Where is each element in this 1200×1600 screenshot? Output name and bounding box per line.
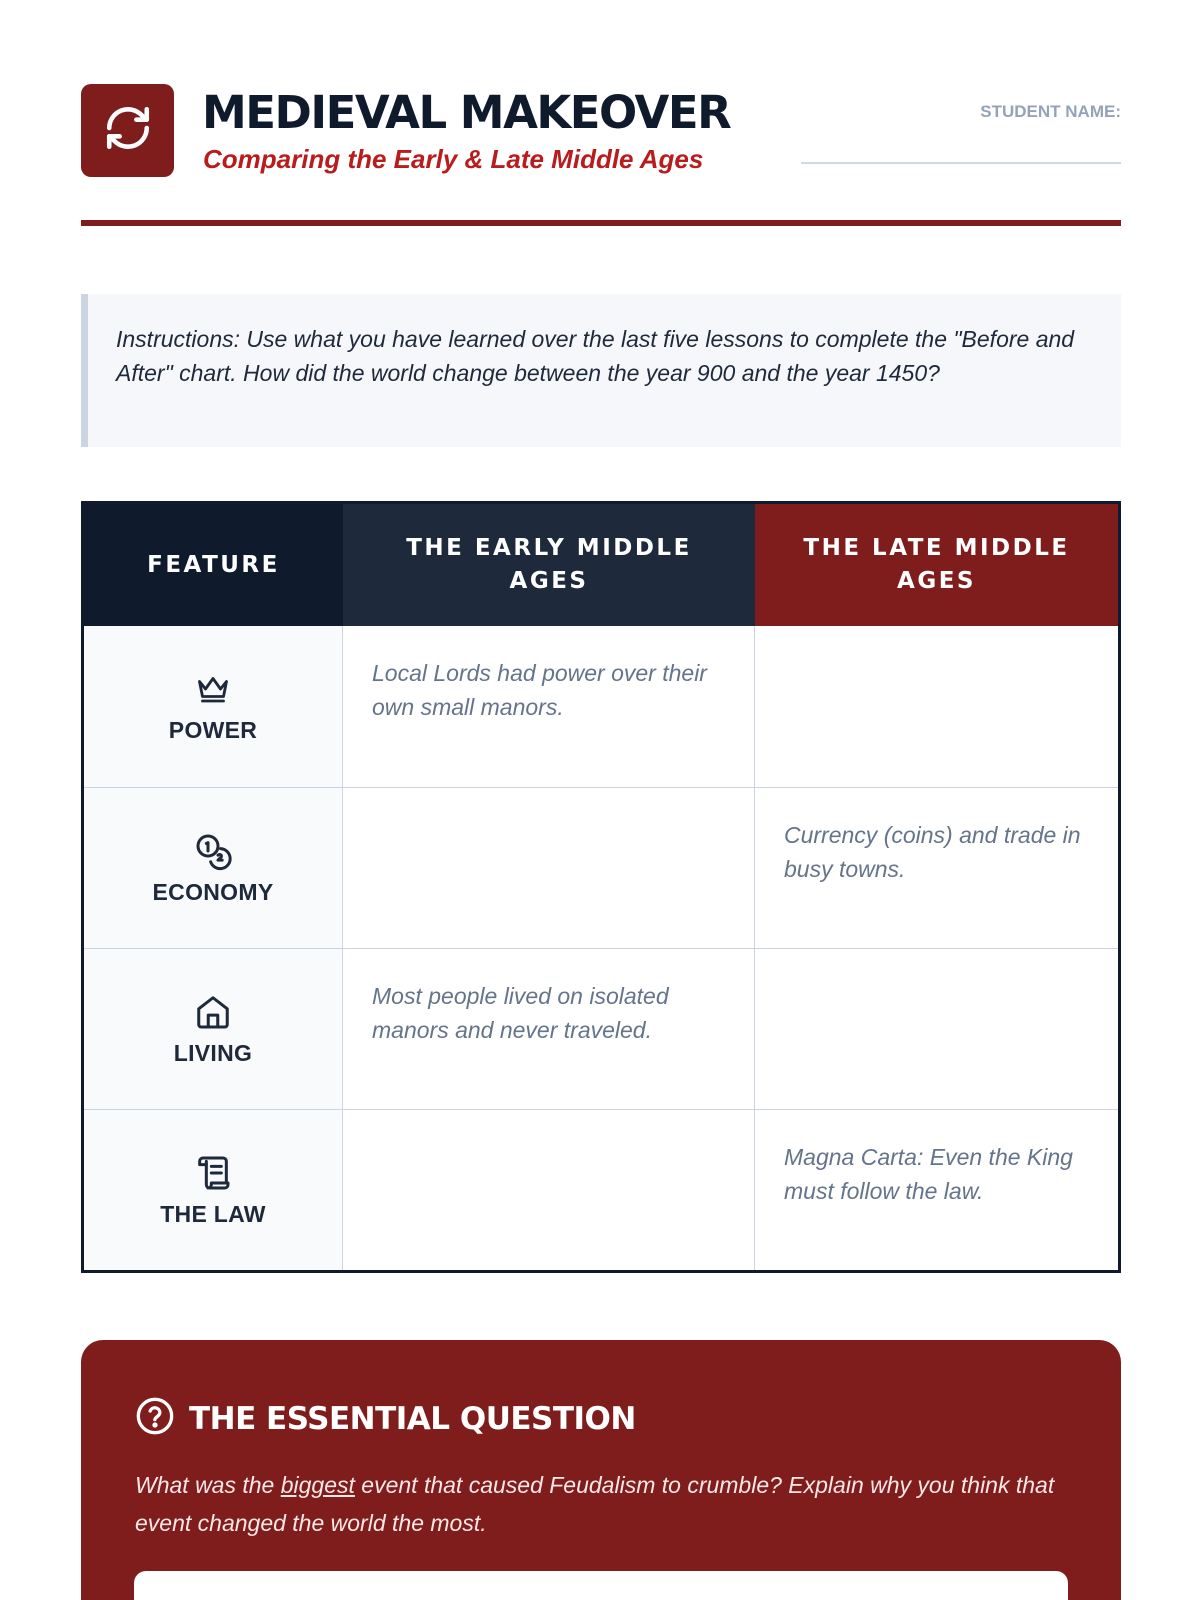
late-answer-cell[interactable] (755, 949, 1118, 1109)
early-answer-cell[interactable] (343, 949, 755, 1109)
feature-cell (84, 788, 343, 948)
header-divider (81, 220, 1121, 226)
early-answer-cell[interactable] (343, 1110, 755, 1270)
feature-cell (84, 1110, 343, 1270)
table-row (84, 1109, 1118, 1270)
early-answer-text: Most people lived on isolated manors and never traveled. (372, 983, 669, 1043)
scroll-icon (193, 1153, 233, 1193)
essential-question-title: THE ESSENTIAL QUESTION (189, 1400, 636, 1437)
answer-box[interactable] (134, 1571, 1068, 1600)
header-early-middle-ages: THE EARLY MIDDLE AGES (343, 504, 755, 626)
late-answer-text: Currency (coins) and trade in busy towns. (784, 822, 1081, 882)
worksheet-header (81, 84, 1121, 228)
house-icon (194, 992, 232, 1032)
table-row (84, 626, 1118, 787)
logo (81, 84, 174, 177)
student-name-label: STUDENT NAME: (980, 102, 1121, 121)
question-circle-icon (135, 1396, 175, 1441)
table-row (84, 787, 1118, 948)
instructions-text: Instructions: Use what you have learned over the last five lessons to complete the "Before and After" chart. How did the world change between the year 900 and the year 1450? (116, 326, 1075, 386)
late-answer-text: Magna Carta: Even the King must follow the law. (784, 1144, 1073, 1204)
essential-question-panel (81, 1340, 1121, 1600)
page-subtitle: Comparing the Early & Late Middle Ages (203, 144, 704, 174)
essential-question-header (135, 1396, 636, 1441)
feature-label: POWER (168, 717, 258, 743)
late-answer-cell[interactable] (755, 788, 1118, 948)
feature-label: LIVING (173, 1039, 253, 1066)
late-answer-cell[interactable] (755, 626, 1118, 787)
comparison-table (81, 501, 1121, 1273)
refresh-cycle-icon (103, 103, 153, 158)
header-feature: FEATURE (84, 504, 343, 626)
feature-label: ECONOMY (152, 878, 274, 905)
coins-icon (193, 831, 233, 871)
header-late-middle-ages: THE LATE MIDDLE AGES (755, 504, 1118, 626)
feature-cell (84, 626, 343, 787)
crown-icon (194, 669, 232, 709)
instructions-box (81, 294, 1121, 447)
essential-question-text (135, 1466, 1055, 1542)
page-title: MEDIEVAL MAKEOVER (202, 86, 731, 139)
early-answer-cell[interactable] (343, 626, 755, 787)
question-emphasis: biggest (280, 1472, 355, 1498)
early-answer-cell[interactable] (343, 788, 755, 948)
table-row (84, 948, 1118, 1109)
feature-cell (84, 949, 343, 1109)
student-name-field[interactable] (801, 162, 1121, 164)
late-answer-cell[interactable] (755, 1110, 1118, 1270)
feature-label: THE LAW (160, 1200, 266, 1227)
question-text-start: What was the (135, 1472, 281, 1498)
question-text-end: event that caused Feudalism to crumble? Explain why you think that event changed the world the most. (135, 1472, 1055, 1536)
table-header (84, 504, 1118, 626)
early-answer-text: Local Lords had power over their own small manors. (372, 660, 707, 720)
